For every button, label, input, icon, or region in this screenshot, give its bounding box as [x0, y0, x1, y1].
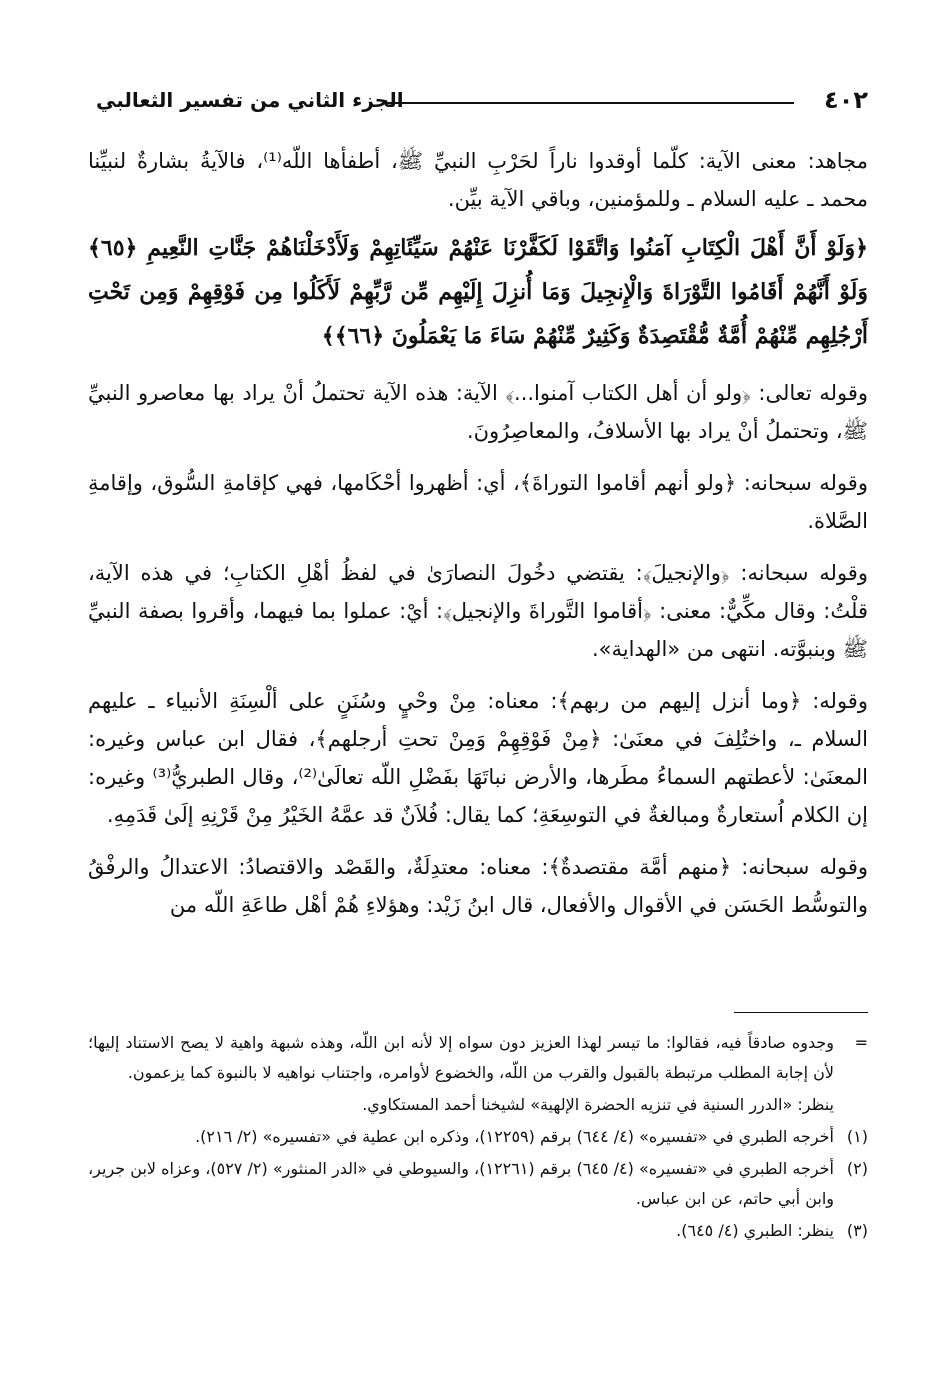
main-text — [88, 142, 868, 938]
paragraph-6: وقوله سبحانه: ﴿منهم أمَّة مقتصدةٌ﴾: معناه: معتدِلَةٌ، والقَصْد والاقتصادُ: الاعتدالُ والرفْقُ والتوسُّط الحَسَن في الأقوال والأفعال، قال ابنُ زَيْد: وهؤلاءِ هُمْ أهْل طاعَةِ اللّه من — [88, 855, 868, 917]
footnote-text: وجدوه صادقاً فيه، فقالوا: ما تيسر لهذا العزيز دون سواه إلا لأنه ابن اللّه، وهذه شبهة واهية لا يصح الاستناد إليها؛ لأن إجابة المطلب مرتبطة بالقبول والقرب من اللّه، والخضوع لأوامره، واجتناب نواهيه لا بالنبوة كما يزعمون. — [88, 1033, 834, 1082]
paragraph-5: وقوله: ﴿وما أنزل إليهم من ربهم﴾: معناه: مِنْ وحْيٍ وسُنَنٍ على ألْسِنَةِ الأنبياء ـ عليهم السلام ـ، واختُلِفَ في معنَىٰ: ﴿مِنْ فَوْقِهِمْ وَمِنْ تحتِ أرجلهم﴾، فقال ابن عباس وغيره: المعنَىٰ: لأعطتهم السماءُ مطَرها، والأرض نباتَهَا بفَضْلِ اللّه تعالَىٰ⁽²⁾، وقال الطبريُّ⁽³⁾ وغيره: إن الكلام اُستعارةٌ ومبالغةٌ في التوسِعَةِ؛ كما يقال: فُلاَنٌ قد عمَّهُ الخَيْرُ مِنْ قَرْنِهِ إلَىٰ قَدَمِهِ. — [88, 689, 868, 827]
running-title: الجزء الثاني من تفسير الثعالبي — [96, 88, 404, 112]
footnote-3 — [88, 1216, 868, 1246]
footnote-text: ينظر: الطبري (٤/ ٦٤٥). — [676, 1221, 834, 1240]
footnote-mark: = — [854, 1033, 868, 1052]
paragraph-4: وقوله سبحانه: ﴿والإنجيلَ﴾: يقتضي دخُولَ النصارَىٰ في لفظُ أهْلِ الكتابِ؛ في هذه الآية، قلْتُ: وقال مكِّيٌّ: معنى: ﴿أقاموا التَّوراةَ والإنجيل﴾: أيْ: عملوا بما فيهما، وأقروا بصفة النبيِّ ﷺ وبنبوَّته. انتهى من «الهداية». — [88, 561, 868, 661]
footnote-see — [88, 1090, 868, 1120]
footnotes — [88, 1028, 868, 1248]
page-number: ٤٠٢ — [824, 86, 868, 114]
paragraph-1: مجاهد: معنى الآية: كلّما أوقدوا ناراً لحَرْبِ النبيِّ ﷺ، أطفأها اللّه⁽¹⁾، فالآيةُ بشارةٌ لنبيِّنا محمد ـ عليه السلام ـ وللمؤمنين، وباقي الآية بيِّن. — [88, 149, 868, 211]
footnote-2 — [88, 1154, 868, 1214]
footnote-mark: (٣) — [846, 1221, 868, 1240]
footnote-1 — [88, 1122, 868, 1152]
paragraph-2: وقوله تعالى: ﴿ولو أن أهل الكتاب آمنوا...﴾ الآية: هذه الآية تحتملُ أنْ يراد بها معاصرو النبيِّ ﷺ، وتحتملُ أنْ يراد بها الأسلافُ، والمعاصِرُونَ. — [88, 381, 868, 443]
header-rule — [382, 102, 794, 104]
quran-verse: ﴿وَلَوْ أَنَّ أَهْلَ الْكِتَابِ آمَنُوا وَاتَّقَوْا لَكَفَّرْنَا عَنْهُمْ سَيِّئَاتِهِمْ وَلَأَدْخَلْنَاهُمْ جَنَّاتِ النَّعِيمِ ﴿٦٥﴾ وَلَوْ أَنَّهُمْ أَقَامُوا التَّوْرَاةَ وَالْإِنجِيلَ وَمَا أُنزِلَ إِلَيْهِم مِّن رَّبِّهِمْ لَأَكَلُوا مِن فَوْقِهِمْ وَمِن تَحْتِ أَرْجُلِهِم مِّنْهُمْ أُمَّةٌ مُّقْتَصِدَةٌ وَكَثِيرٌ مِّنْهُمْ سَاءَ مَا يَعْمَلُونَ ﴿٦٦﴾﴾ — [88, 235, 868, 349]
footnote-text: أخرجه الطبري في «تفسيره» (٤/ ٦٤٥) برقم (١٢٢٦١)، والسيوطي في «الدر المنثور» (٢/ ٥٢٧)، وعزاه لابن جرير، وابن أبي حاتم، عن ابن عباس. — [88, 1159, 834, 1208]
footnote-text: أخرجه الطبري في «تفسيره» (٤/ ٦٤٤) برقم (١٢٢٥٩)، وذكره ابن عطية في «تفسيره» (٢/ ٢١٦). — [195, 1127, 834, 1146]
footnote-text: ينظر: «الدرر السنية في تنزيه الحضرة الإلهية» لشيخنا أحمد المستكاوي. — [362, 1095, 834, 1114]
footnote-separator — [734, 1012, 868, 1013]
page-header — [96, 86, 868, 126]
footnote-continuation — [88, 1028, 868, 1088]
footnote-mark: (١) — [846, 1127, 868, 1146]
paragraph-3: وقوله سبحانه: ﴿ولو أنهم أقاموا التوراةَ﴾، أي: أظهروا أحْكَامها، فهي كإقامةِ السُّوق، وإقامةِ الصَّلاة. — [88, 471, 868, 533]
footnote-mark: (٢) — [846, 1159, 868, 1178]
